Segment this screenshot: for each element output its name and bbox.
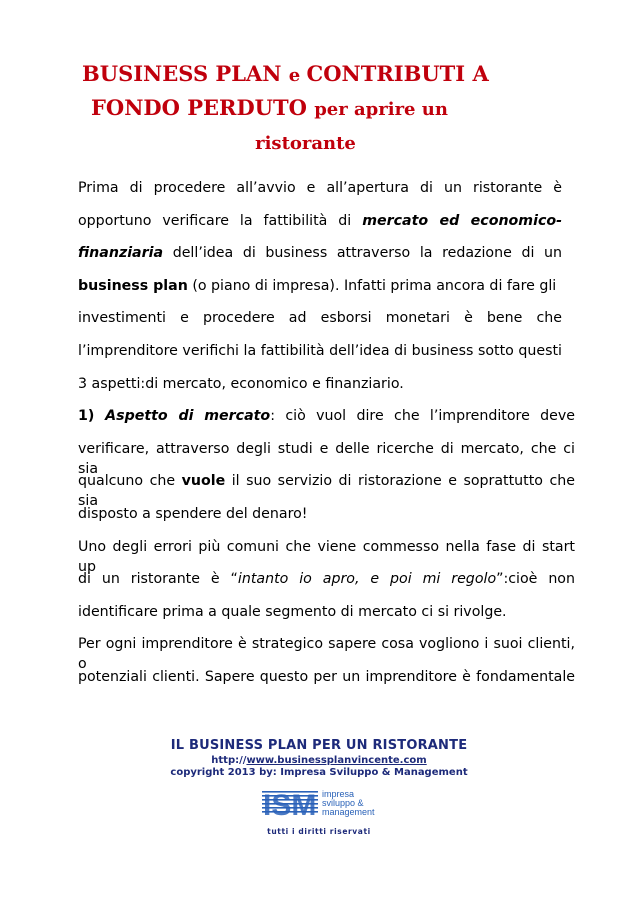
title-line-1: BUSINESS PLAN e CONTRIBUTI A	[82, 61, 489, 86]
ism-logo-graphic	[262, 788, 380, 818]
text-line	[78, 406, 575, 439]
page-footer	[0, 738, 638, 778]
text-run: identificare prima a quale segmento di mercato ci si rivolge.	[78, 603, 507, 620]
text-run: verificare, attraverso degli studi e delle ricerche di mercato, che ci sia	[78, 440, 575, 477]
text-line	[78, 341, 562, 374]
text-run: intanto io apro, e poi mi regolo	[237, 571, 497, 588]
text-run: disposto a spendere del denaro!	[78, 505, 308, 522]
text-line	[78, 667, 575, 700]
text-line	[78, 569, 575, 602]
market-aspect-paragraph	[78, 406, 575, 699]
logo-mark-text: ISM	[263, 789, 317, 818]
text-run: qualcuno che	[78, 473, 182, 490]
text-run: 1)	[78, 408, 106, 425]
document-body	[78, 178, 575, 700]
text-run: dell’idea di business attraverso la redazione di un	[163, 245, 562, 262]
text-run: mercato ed economico-	[362, 212, 562, 229]
text-run: di un ristorante è “	[78, 571, 238, 588]
logo-word-1: impresa	[322, 789, 355, 799]
text-run: ”:cioè non	[496, 571, 575, 588]
text-run: 3 aspetti:di mercato, economico e finanziario.	[78, 375, 404, 392]
text-line	[78, 178, 562, 211]
text-run: finanziaria	[78, 245, 164, 262]
title-line-2: FONDO PERDUTO per aprire un	[91, 95, 448, 120]
text-run: business plan	[78, 277, 188, 294]
intro-paragraph	[78, 178, 562, 406]
text-run: Uno degli errori più comuni che viene commesso nella fase di start up	[78, 538, 575, 575]
footer-title: IL BUSINESS PLAN PER UN RISTORANTE	[170, 738, 468, 753]
document-title	[78, 58, 558, 160]
title-line-3: ristorante	[255, 133, 356, 154]
text-run: (o piano di impresa). Infatti prima ancora di fare gli	[187, 277, 557, 294]
text-line	[78, 374, 562, 407]
text-run: Prima di procedere all’avvio e all’apertura di un ristorante è	[78, 180, 562, 196]
text-run: Aspetto di mercato	[105, 408, 271, 425]
text-line	[78, 276, 562, 309]
footer-copyright: copyright 2013 by: Impresa Sviluppo & Management	[170, 767, 468, 778]
logo-word-2: sviluppo &	[322, 798, 364, 808]
logo-word-3: management	[322, 807, 375, 817]
text-run: potenziali clienti. Sapere questo per un imprenditore è fondamentale	[78, 668, 575, 685]
ism-logo	[262, 788, 380, 818]
text-line	[78, 504, 575, 537]
text-run: investimenti e procedere ad esborsi monetari è bene che	[78, 310, 562, 327]
text-line	[78, 308, 562, 341]
text-line	[78, 439, 575, 477]
text-line	[78, 243, 562, 276]
text-line	[78, 211, 562, 244]
text-line	[78, 602, 575, 635]
footer-url: http://www.businessplanvincente.com	[211, 755, 427, 766]
text-line	[78, 471, 575, 510]
text-run: vuole	[181, 473, 226, 490]
text-run: il suo servizio di ristorazione e soprattutto che sia	[78, 473, 575, 510]
website-link[interactable]: www.businessplanvincente.com	[246, 755, 427, 766]
text-run: l’imprenditore verifichi la fattibilità dell’idea di business sotto questi	[78, 342, 562, 359]
text-line	[78, 537, 575, 575]
text-run: : ciò vuol dire che l’imprenditore deve	[270, 408, 576, 425]
rights-notice: tutti i diritti riservati	[267, 827, 371, 836]
text-run: opportuno verificare la fattibilità di	[78, 212, 363, 229]
text-run: Per ogni imprenditore è strategico sapere cosa vogliono i suoi clienti, o	[78, 636, 575, 673]
text-line	[78, 634, 575, 673]
